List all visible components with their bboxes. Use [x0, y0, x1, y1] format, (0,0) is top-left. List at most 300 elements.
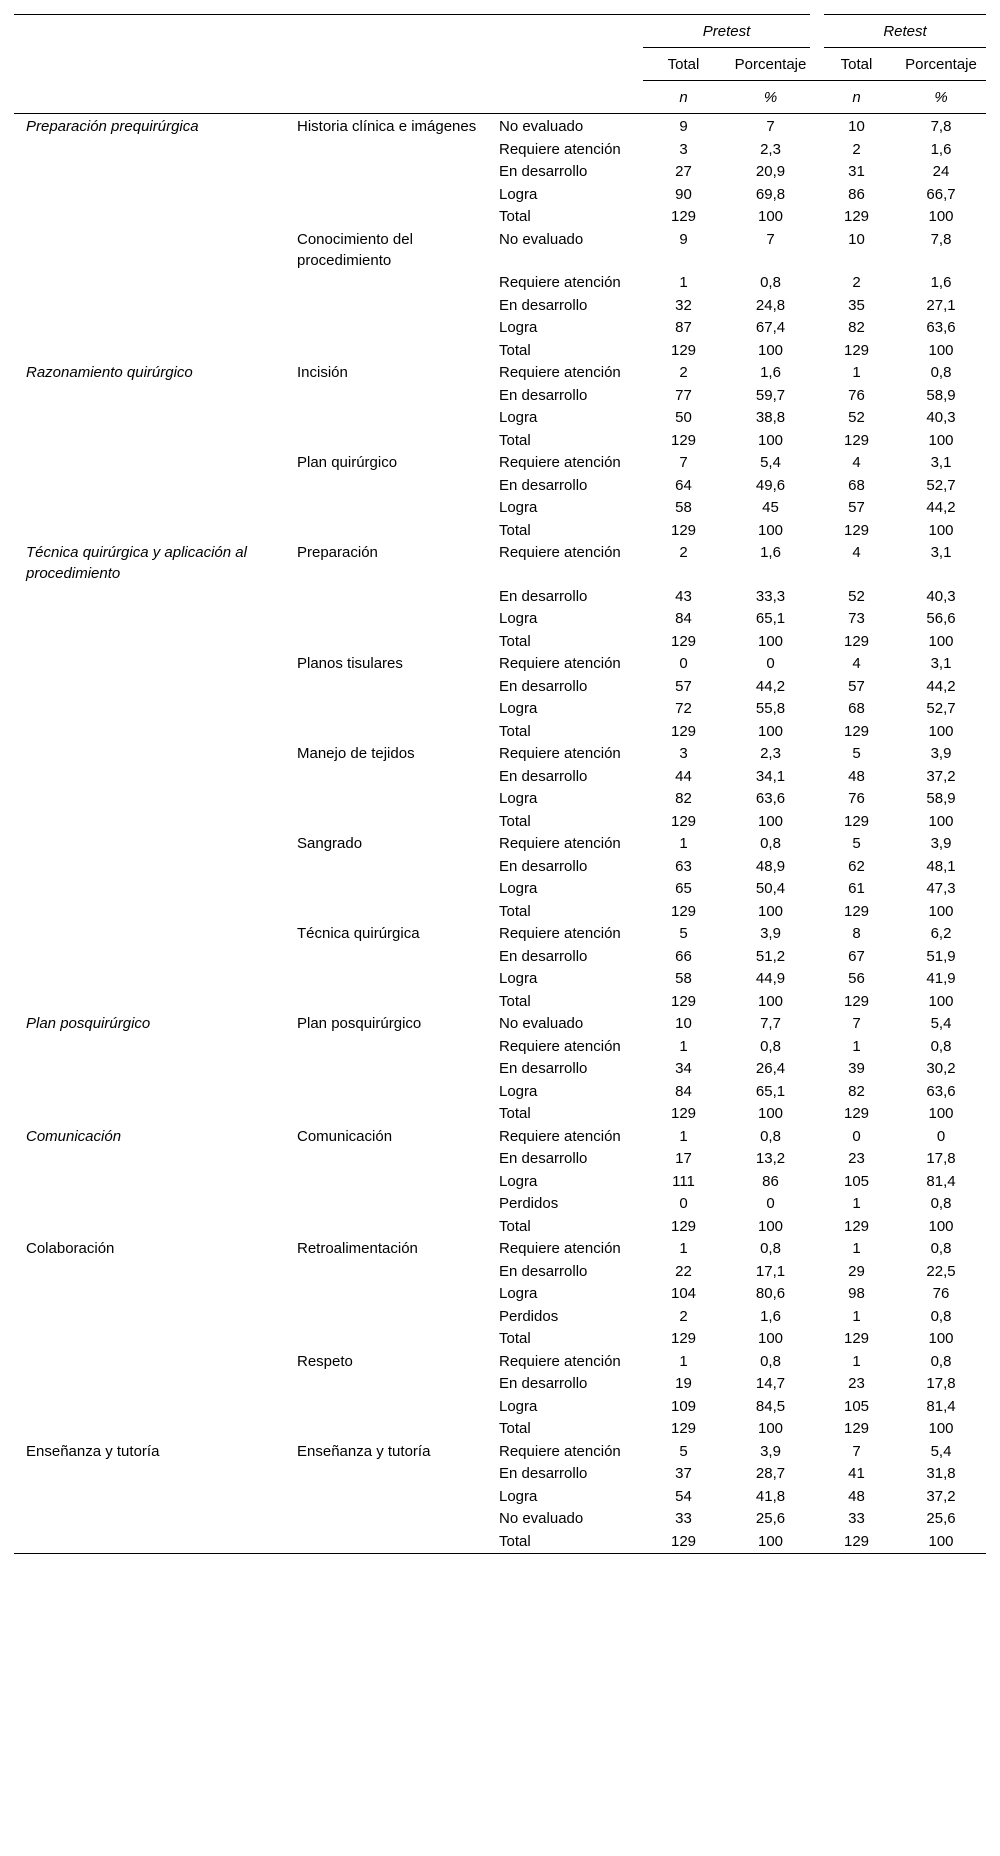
pretest-percent-cell: 0	[766, 1195, 775, 1212]
table-row	[14, 520, 986, 543]
level-cell: Requiere atención	[499, 364, 621, 381]
table-row	[14, 1216, 986, 1239]
item-cell	[289, 1171, 499, 1194]
pretest-percent-cell: 7	[766, 118, 775, 135]
retest-percent-cell: 100	[928, 341, 954, 359]
pretest-n-cell: 64	[675, 476, 692, 494]
level-cell: En desarrollo	[499, 857, 588, 875]
retest-n-cell: 76	[848, 386, 865, 404]
item-cell	[289, 430, 499, 453]
item-cell	[289, 811, 499, 834]
pretest-n-cell: 65	[675, 880, 692, 897]
item-cell: Plan quirúrgico	[297, 454, 398, 471]
retest-percent-cell: 22,5	[926, 1262, 956, 1280]
category-cell	[14, 856, 289, 879]
retest-percent-cell: 47,3	[926, 880, 956, 897]
retest-percent-cell: 3,9	[930, 835, 952, 852]
retest-n-cell: 61	[848, 880, 865, 897]
pretest-percent-cell: 48,9	[755, 857, 786, 875]
level-cell: En desarrollo	[499, 1375, 588, 1392]
level-cell: Total	[499, 341, 531, 359]
retest-percent-cell: 81,4	[926, 1397, 956, 1415]
level-cell: Requiere atención	[499, 274, 621, 291]
category-cell: Enseñanza y tutoría	[26, 1442, 160, 1460]
category-cell	[14, 184, 289, 207]
pretest-percent-cell: 1,6	[760, 1307, 781, 1325]
item-cell: Sangrado	[297, 835, 363, 852]
level-cell: Requiere atención	[499, 544, 621, 561]
category-cell	[14, 206, 289, 229]
category-cell	[14, 653, 289, 676]
pretest-n-cell: 9	[679, 118, 688, 135]
category-cell	[14, 991, 289, 1014]
pretest-percent-cell: 1,6	[760, 364, 781, 381]
retest-percent-cell: 1,6	[930, 274, 952, 291]
retest-percent-cell: 25,6	[926, 1510, 956, 1527]
retest-percent-cell: 3,1	[930, 544, 952, 561]
pretest-percent-cell: 0,8	[760, 1240, 781, 1257]
level-cell: Requiere atención	[499, 835, 621, 852]
pretest-percent-cell: 0,8	[760, 1127, 781, 1145]
item-cell	[289, 295, 499, 318]
retest-n-cell: 0	[852, 1127, 861, 1145]
level-cell: No evaluado	[499, 118, 584, 135]
table-container	[14, 0, 986, 1554]
item-cell: Manejo de tejidos	[297, 745, 415, 762]
level-cell: Total	[499, 431, 531, 449]
retest-n-cell: 57	[848, 499, 865, 516]
pretest-n-cell: 1	[679, 1240, 688, 1257]
item-cell: Plan posquirúrgico	[297, 1015, 422, 1032]
level-cell: Requiere atención	[499, 1240, 621, 1257]
pretest-percent-cell: 0	[766, 655, 775, 672]
pretest-percent-cell: 34,1	[755, 767, 786, 785]
retest-percent-cell: 0,8	[930, 1240, 952, 1257]
retest-n-cell: 4	[852, 544, 861, 561]
item-cell	[289, 1103, 499, 1126]
table-row	[14, 766, 986, 789]
pretest-percent-cell: 5,4	[760, 454, 781, 471]
retest-percent-cell: 100	[928, 1420, 954, 1437]
item-cell	[289, 1216, 499, 1239]
retest-percent-cell: 1,6	[930, 140, 952, 158]
category-cell	[14, 1418, 289, 1441]
level-cell: En desarrollo	[499, 1150, 588, 1167]
retest-n-cell: 57	[848, 677, 865, 695]
retest-n-cell: 62	[848, 857, 865, 875]
level-cell: Requiere atención	[499, 745, 621, 762]
retest-n-cell: 48	[848, 1487, 865, 1505]
pretest-percent-cell: 0,8	[760, 835, 781, 852]
retest-percent-cell: 52,7	[926, 476, 956, 494]
level-cell: Total	[499, 1217, 531, 1235]
retest-percent-cell: 44,2	[926, 499, 956, 516]
item-cell	[289, 766, 499, 789]
category-cell	[14, 272, 289, 295]
header-sub-percent-pretest: Porcentaje	[724, 48, 817, 81]
level-cell: En desarrollo	[499, 587, 588, 605]
retest-n-cell: 73	[848, 610, 865, 627]
retest-percent-cell: 58,9	[926, 790, 956, 807]
pretest-percent-cell: 69,8	[755, 185, 786, 203]
category-cell	[14, 1351, 289, 1374]
pretest-n-cell: 109	[670, 1397, 697, 1415]
category-cell	[14, 968, 289, 991]
retest-n-cell: 129	[843, 521, 870, 539]
level-cell: Total	[499, 521, 531, 539]
retest-n-cell: 129	[843, 1217, 870, 1235]
pretest-percent-cell: 17,1	[755, 1262, 786, 1280]
retest-n-cell: 52	[848, 587, 865, 605]
pretest-n-cell: 1	[679, 1352, 688, 1370]
item-cell	[289, 1508, 499, 1531]
table-row	[14, 743, 986, 766]
retest-n-cell: 129	[843, 992, 870, 1010]
level-cell: Logra	[499, 319, 538, 336]
retest-percent-cell: 100	[928, 812, 954, 830]
category-cell: Comunicación	[26, 1127, 122, 1145]
category-cell	[14, 1148, 289, 1171]
item-cell: Retroalimentación	[297, 1240, 418, 1257]
category-cell	[14, 1306, 289, 1329]
retest-n-cell: 129	[843, 902, 870, 920]
pretest-n-cell: 0	[679, 1195, 688, 1212]
level-cell: Total	[499, 992, 531, 1010]
pretest-n-cell: 0	[679, 655, 688, 672]
retest-percent-cell: 40,3	[926, 587, 956, 605]
level-cell: En desarrollo	[499, 1262, 588, 1280]
pretest-n-cell: 84	[675, 610, 692, 627]
category-cell	[14, 586, 289, 609]
header-group-retest: Retest	[817, 15, 986, 48]
pretest-percent-cell: 2,3	[760, 745, 781, 762]
level-cell: Requiere atención	[499, 140, 621, 158]
pretest-n-cell: 17	[675, 1150, 692, 1167]
retest-n-cell: 1	[852, 1352, 861, 1370]
pretest-percent-cell: 3,9	[760, 1442, 781, 1460]
table-row	[14, 1463, 986, 1486]
pretest-percent-cell: 0,8	[760, 274, 781, 291]
retest-n-cell: 129	[843, 1105, 870, 1122]
table-row	[14, 1373, 986, 1396]
item-cell: Conocimiento del procedimiento	[297, 230, 413, 269]
category-cell	[14, 766, 289, 789]
pretest-n-cell: 104	[670, 1285, 697, 1302]
category-cell	[14, 788, 289, 811]
retest-n-cell: 129	[843, 1420, 870, 1437]
retest-n-cell: 129	[843, 632, 870, 650]
retest-percent-cell: 37,2	[926, 1487, 956, 1505]
pretest-n-cell: 1	[679, 1127, 688, 1145]
pretest-n-cell: 72	[675, 700, 692, 717]
pretest-percent-cell: 65,1	[755, 1082, 786, 1100]
table-body	[14, 114, 986, 1554]
pretest-n-cell: 82	[675, 790, 692, 807]
header-unit-n-retest: n	[817, 81, 896, 114]
table-row	[14, 1283, 986, 1306]
retest-percent-cell: 0,8	[930, 1307, 952, 1325]
table-row	[14, 833, 986, 856]
item-cell	[289, 272, 499, 295]
item-cell: Respeto	[297, 1352, 353, 1370]
category-cell	[14, 946, 289, 969]
pretest-percent-cell: 100	[757, 1105, 784, 1122]
pretest-percent-cell: 13,2	[755, 1150, 786, 1167]
item-cell	[289, 968, 499, 991]
table-row	[14, 608, 986, 631]
category-cell	[14, 1283, 289, 1306]
item-cell	[289, 631, 499, 654]
pretest-n-cell: 129	[670, 812, 697, 830]
pretest-percent-cell: 50,4	[755, 880, 786, 897]
level-cell: Total	[499, 1330, 531, 1347]
level-cell: Logra	[499, 970, 538, 987]
pretest-n-cell: 87	[675, 319, 692, 336]
table-row	[14, 698, 986, 721]
retest-n-cell: 129	[843, 1532, 870, 1550]
retest-n-cell: 129	[843, 431, 870, 449]
category-cell	[14, 631, 289, 654]
table-row	[14, 1306, 986, 1329]
table-row	[14, 901, 986, 924]
category-cell	[14, 520, 289, 543]
pretest-percent-cell: 80,6	[755, 1285, 786, 1302]
table-row	[14, 856, 986, 879]
retest-percent-cell: 100	[928, 902, 954, 920]
table-row	[14, 1396, 986, 1419]
pretest-n-cell: 34	[675, 1060, 692, 1077]
retest-percent-cell: 76	[932, 1285, 950, 1302]
category-cell	[14, 1328, 289, 1351]
category-cell	[14, 1373, 289, 1396]
retest-percent-cell: 7,8	[930, 230, 952, 248]
level-cell: Logra	[499, 610, 538, 627]
table-row	[14, 968, 986, 991]
retest-percent-cell: 100	[928, 992, 954, 1010]
category-cell	[14, 901, 289, 924]
table-row	[14, 878, 986, 901]
retest-percent-cell: 58,9	[926, 386, 956, 404]
retest-percent-cell: 100	[928, 1217, 954, 1235]
item-cell	[289, 385, 499, 408]
retest-percent-cell: 100	[928, 521, 954, 539]
pretest-percent-cell: 7,7	[760, 1015, 781, 1032]
pretest-percent-cell: 100	[757, 1420, 784, 1437]
pretest-n-cell: 66	[675, 947, 692, 965]
pretest-n-cell: 9	[679, 230, 688, 248]
level-cell: Requiere atención	[499, 1037, 621, 1055]
category-cell	[14, 497, 289, 520]
level-cell: Requiere atención	[499, 1352, 621, 1370]
retest-n-cell: 5	[852, 745, 861, 762]
retest-percent-cell: 51,9	[926, 947, 956, 965]
pretest-percent-cell: 44,9	[755, 970, 786, 987]
category-cell	[14, 295, 289, 318]
pretest-n-cell: 77	[675, 386, 692, 404]
level-cell: No evaluado	[499, 1510, 584, 1527]
category-cell	[14, 475, 289, 498]
retest-n-cell: 5	[852, 835, 861, 852]
pretest-n-cell: 5	[679, 925, 688, 942]
pretest-percent-cell: 25,6	[755, 1510, 786, 1527]
pretest-n-cell: 1	[679, 1037, 688, 1055]
category-cell	[14, 1058, 289, 1081]
category-cell	[14, 161, 289, 184]
header-empty-cell	[14, 15, 289, 48]
retest-n-cell: 4	[852, 454, 861, 471]
pretest-percent-cell: 14,7	[755, 1375, 786, 1392]
category-cell	[14, 1103, 289, 1126]
level-cell: Total	[499, 812, 531, 830]
level-cell: Total	[499, 632, 531, 650]
pretest-percent-cell: 1,6	[760, 544, 781, 561]
table-row	[14, 497, 986, 520]
retest-n-cell: 29	[848, 1262, 865, 1280]
level-cell: Requiere atención	[499, 655, 621, 672]
level-cell: En desarrollo	[499, 1465, 588, 1482]
retest-n-cell: 10	[848, 230, 865, 248]
retest-n-cell: 76	[848, 790, 865, 807]
pretest-percent-cell: 63,6	[755, 790, 786, 807]
level-cell: En desarrollo	[499, 296, 588, 314]
level-cell: No evaluado	[499, 1015, 584, 1032]
item-cell	[289, 497, 499, 520]
item-cell	[289, 475, 499, 498]
header-sub-total-pretest: Total	[643, 48, 724, 81]
retest-percent-cell: 24	[932, 163, 950, 180]
item-cell	[289, 1058, 499, 1081]
pretest-n-cell: 129	[670, 1330, 697, 1347]
table-row	[14, 161, 986, 184]
level-cell: Requiere atención	[499, 1442, 621, 1460]
retest-n-cell: 41	[848, 1465, 865, 1482]
category-cell	[14, 1531, 289, 1554]
retest-percent-cell: 0,8	[930, 1352, 952, 1370]
item-cell	[289, 856, 499, 879]
pretest-percent-cell: 20,9	[755, 163, 786, 180]
item-cell	[289, 1418, 499, 1441]
table-row	[14, 811, 986, 834]
pretest-percent-cell: 100	[757, 431, 784, 449]
retest-n-cell: 129	[843, 208, 870, 225]
retest-percent-cell: 31,8	[926, 1465, 956, 1482]
retest-percent-cell: 100	[928, 1105, 954, 1122]
pretest-percent-cell: 100	[757, 992, 784, 1010]
header-sub-total-retest: Total	[817, 48, 896, 81]
level-cell: Logra	[499, 1082, 538, 1100]
item-cell	[289, 1306, 499, 1329]
item-cell	[289, 139, 499, 162]
pretest-n-cell: 2	[679, 544, 688, 561]
item-cell	[289, 206, 499, 229]
item-cell	[289, 721, 499, 744]
table-row	[14, 317, 986, 340]
pretest-percent-cell: 3,9	[760, 925, 781, 942]
retest-percent-cell: 100	[928, 722, 954, 740]
item-cell	[289, 1328, 499, 1351]
table-row	[14, 586, 986, 609]
pretest-percent-cell: 49,6	[755, 476, 786, 494]
retest-n-cell: 105	[843, 1172, 870, 1190]
table-row	[14, 1486, 986, 1509]
level-cell: Logra	[499, 700, 538, 717]
pretest-percent-cell: 100	[757, 1217, 784, 1235]
retest-n-cell: 33	[848, 1510, 865, 1527]
level-cell: En desarrollo	[499, 947, 588, 965]
level-cell: No evaluado	[499, 230, 584, 248]
item-cell: Enseñanza y tutoría	[297, 1442, 431, 1460]
table-row	[14, 542, 986, 586]
pretest-n-cell: 27	[675, 163, 692, 180]
item-cell	[289, 1463, 499, 1486]
category-cell	[14, 229, 289, 273]
pretest-n-cell: 33	[675, 1510, 692, 1527]
pretest-percent-cell: 41,8	[755, 1487, 786, 1505]
retest-percent-cell: 5,4	[930, 1442, 952, 1460]
category-cell	[14, 1036, 289, 1059]
retest-n-cell: 129	[843, 722, 870, 740]
header-sub-percent-retest: Porcentaje	[896, 48, 986, 81]
level-cell: Logra	[499, 1285, 538, 1302]
pretest-n-cell: 3	[679, 140, 688, 158]
retest-percent-cell: 44,2	[926, 677, 956, 695]
level-cell: Perdidos	[499, 1307, 559, 1325]
retest-n-cell: 10	[848, 118, 865, 135]
pretest-n-cell: 129	[670, 1105, 697, 1122]
pretest-percent-cell: 38,8	[755, 409, 786, 426]
pretest-percent-cell: 26,4	[755, 1060, 786, 1077]
pretest-percent-cell: 67,4	[755, 319, 786, 336]
pretest-n-cell: 129	[670, 1420, 697, 1437]
category-cell	[14, 608, 289, 631]
item-cell	[289, 788, 499, 811]
item-cell	[289, 184, 499, 207]
level-cell: Total	[499, 902, 531, 920]
results-table	[14, 14, 986, 1554]
retest-n-cell: 129	[843, 1330, 870, 1347]
category-cell: Plan posquirúrgico	[26, 1015, 151, 1032]
pretest-percent-cell: 100	[757, 1330, 784, 1347]
item-cell	[289, 1036, 499, 1059]
pretest-percent-cell: 100	[757, 632, 784, 650]
pretest-n-cell: 129	[670, 431, 697, 449]
table-row	[14, 631, 986, 654]
retest-n-cell: 1	[852, 1307, 861, 1325]
retest-percent-cell: 100	[928, 1330, 954, 1347]
item-cell	[289, 1261, 499, 1284]
table-row	[14, 430, 986, 453]
retest-n-cell: 31	[848, 163, 865, 180]
retest-n-cell: 68	[848, 476, 865, 494]
table-row	[14, 788, 986, 811]
table-row	[14, 1013, 986, 1036]
retest-n-cell: 35	[848, 296, 865, 314]
pretest-n-cell: 10	[675, 1015, 692, 1032]
category-cell	[14, 1486, 289, 1509]
item-cell	[289, 1081, 499, 1104]
pretest-percent-cell: 24,8	[755, 296, 786, 314]
level-cell: Total	[499, 722, 531, 740]
level-cell: Total	[499, 208, 531, 225]
category-cell	[14, 139, 289, 162]
pretest-percent-cell: 100	[757, 812, 784, 830]
pretest-n-cell: 2	[679, 364, 688, 381]
level-cell: En desarrollo	[499, 476, 588, 494]
pretest-n-cell: 37	[675, 1465, 692, 1482]
level-cell: Total	[499, 1420, 531, 1437]
pretest-percent-cell: 100	[757, 208, 784, 225]
retest-n-cell: 2	[852, 140, 861, 158]
